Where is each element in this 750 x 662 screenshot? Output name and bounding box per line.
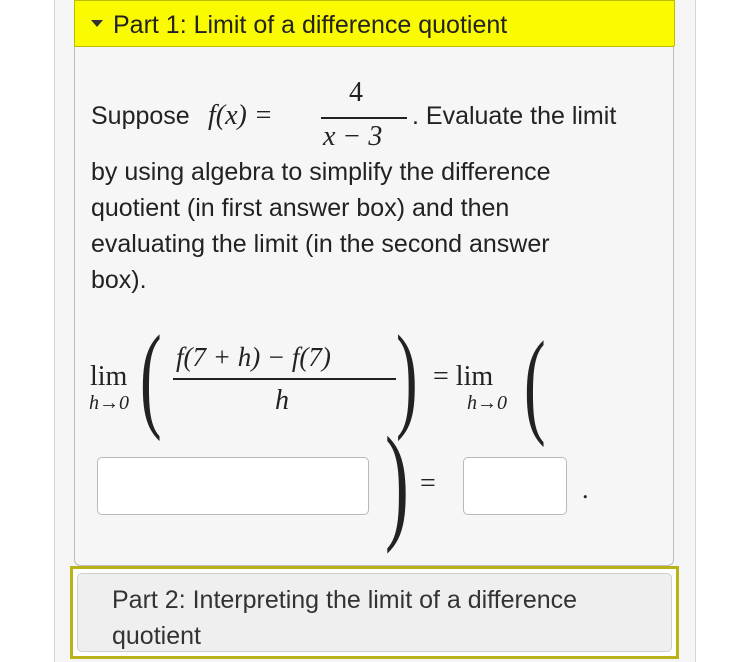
trailing-period: .: [582, 475, 589, 504]
caret-down-icon[interactable]: [91, 20, 103, 27]
left-paren-2: (: [524, 317, 546, 448]
part2-header[interactable]: [77, 573, 672, 652]
fraction-denominator: x − 3: [323, 121, 383, 152]
equals-sign: =: [420, 468, 436, 499]
instruction-line-2: quotient (in first answer box) and then: [91, 194, 510, 222]
part2-title: Part 2: Interpreting the limit of a difference quotient: [112, 586, 578, 650]
lim-subscript-2: h→0: [467, 392, 507, 414]
dq-fraction-bar: [173, 378, 396, 380]
panel-right-border: [695, 0, 696, 662]
dq-numerator: f(7 + h) − f(7): [176, 342, 331, 372]
suppose-text: Suppose: [91, 102, 190, 130]
part1-title: Part 1: Limit of a difference quotient: [113, 11, 508, 39]
dq-denominator: h: [275, 385, 289, 416]
part1-header[interactable]: [74, 0, 675, 47]
instruction-line-3: evaluating the limit (in the second answer: [91, 230, 550, 258]
lim-subscript-1: h→0: [89, 392, 129, 414]
fraction-numerator: 4: [349, 77, 363, 108]
panel-left-border: [54, 0, 55, 662]
instruction-line-1: by using algebra to simplify the difference: [91, 158, 551, 186]
fraction-bar: [321, 117, 407, 119]
instruction-line-4: box).: [91, 266, 147, 294]
part2-section: [70, 566, 679, 659]
right-paren-1: ): [396, 311, 418, 442]
difference-quotient-answer-input[interactable]: [97, 457, 369, 515]
lim-label-1: lim: [90, 361, 128, 392]
fx-label: f(x) =: [208, 100, 273, 131]
evaluate-limit-text: . Evaluate the limit: [412, 102, 617, 130]
limit-value-answer-input[interactable]: [463, 457, 567, 515]
equals-lim: = lim: [433, 361, 494, 392]
left-paren-1: (: [140, 311, 162, 442]
right-paren-2: ): [385, 411, 409, 555]
